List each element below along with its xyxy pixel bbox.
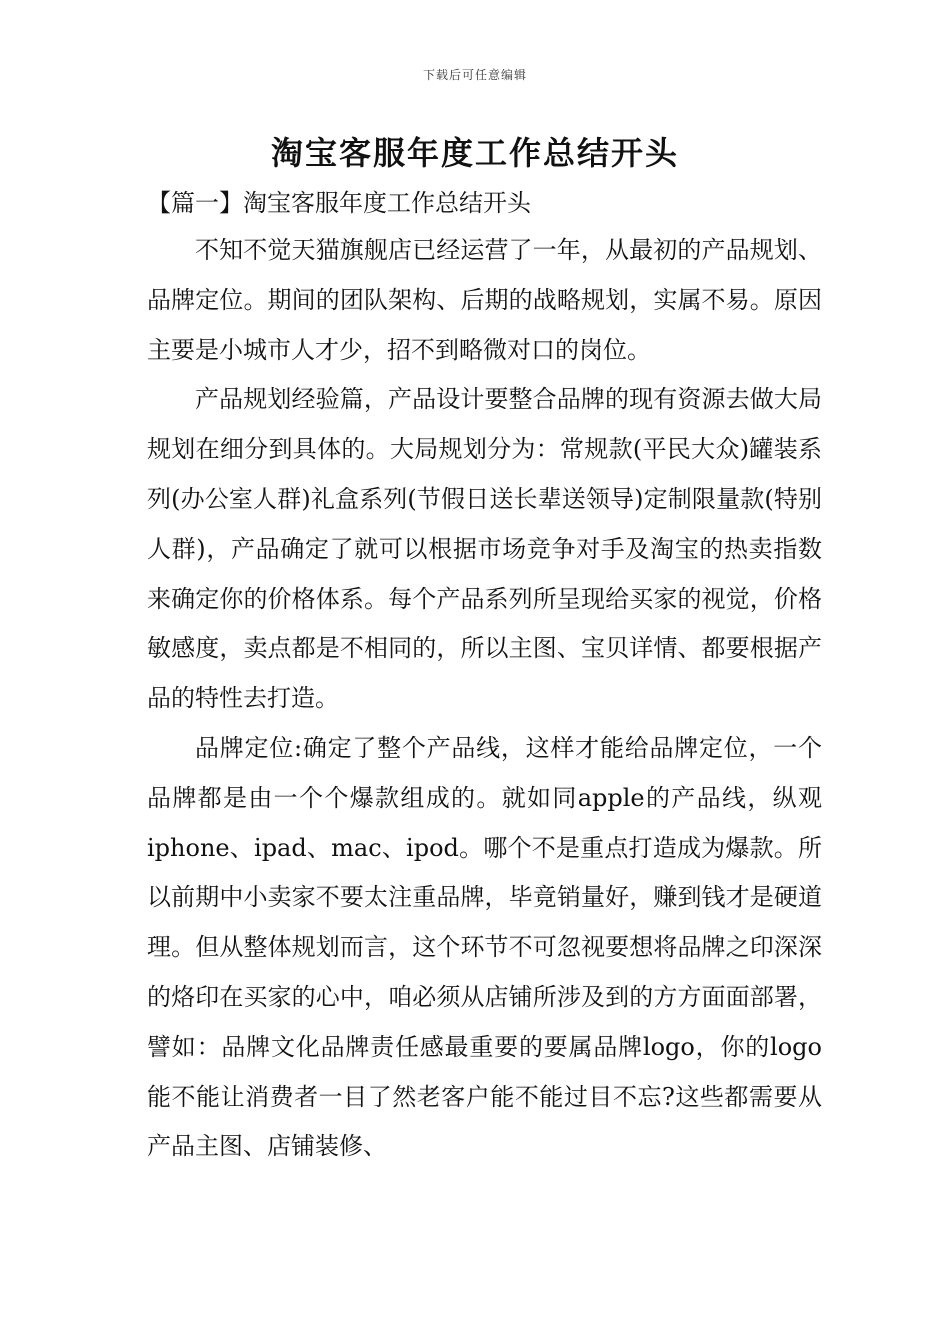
- body-text: [147, 226, 822, 1172]
- section-heading: 【篇一】淘宝客服年度工作总结开头: [147, 189, 531, 217]
- header-note: 下载后可任意编辑: [422, 68, 527, 82]
- paragraph-intro: 不知不觉天猫旗舰店已经运营了一年，从最初的产品规划、品牌定位。期间的团队架构、后期的战略规划，实属不易。原因主要是小城市人才少，招不到略微对口的岗位。: [147, 236, 822, 364]
- document-title: 淘宝客服年度工作总结开头: [270, 134, 679, 172]
- paragraph-brand-positioning: 品牌定位:确定了整个产品线，这样才能给品牌定位，一个品牌都是由一个个爆款组成的。就如同apple的产品线，纵观iphone、ipad、mac、ipod。哪个不是重点打造成为爆款。所以前期中小卖家不要太注重品牌，毕竟销量好，赚到钱才是硬道理。但从整体规划而言，这个环节不可忽视要想将品牌之印深深的烙印在买家的心中，咱必须从店铺所涉及到的方方面面部署，譬如：品牌文化品牌责任感最重要的要属品牌logo，你的logo能不能让消费者一目了然老客户能不能过目不忘?这些都需要从产品主图、店铺装修、: [147, 733, 822, 1161]
- paragraph-product-planning: 产品规划经验篇，产品设计要整合品牌的现有资源去做大局规划在细分到具体的。大局规划分为：常规款(平民大众)罐装系列(办公室人群)礼盒系列(节假日送长辈送领导)定制限量款(特别人群)，产品确定了就可以根据市场竞争对手及淘宝的热卖指数来确定你的价格体系。每个产品系列所呈现给买家的视觉，价格敏感度，卖点都是不相同的，所以主图、宝贝详情、都要根据产品的特性去打造。: [147, 385, 822, 713]
